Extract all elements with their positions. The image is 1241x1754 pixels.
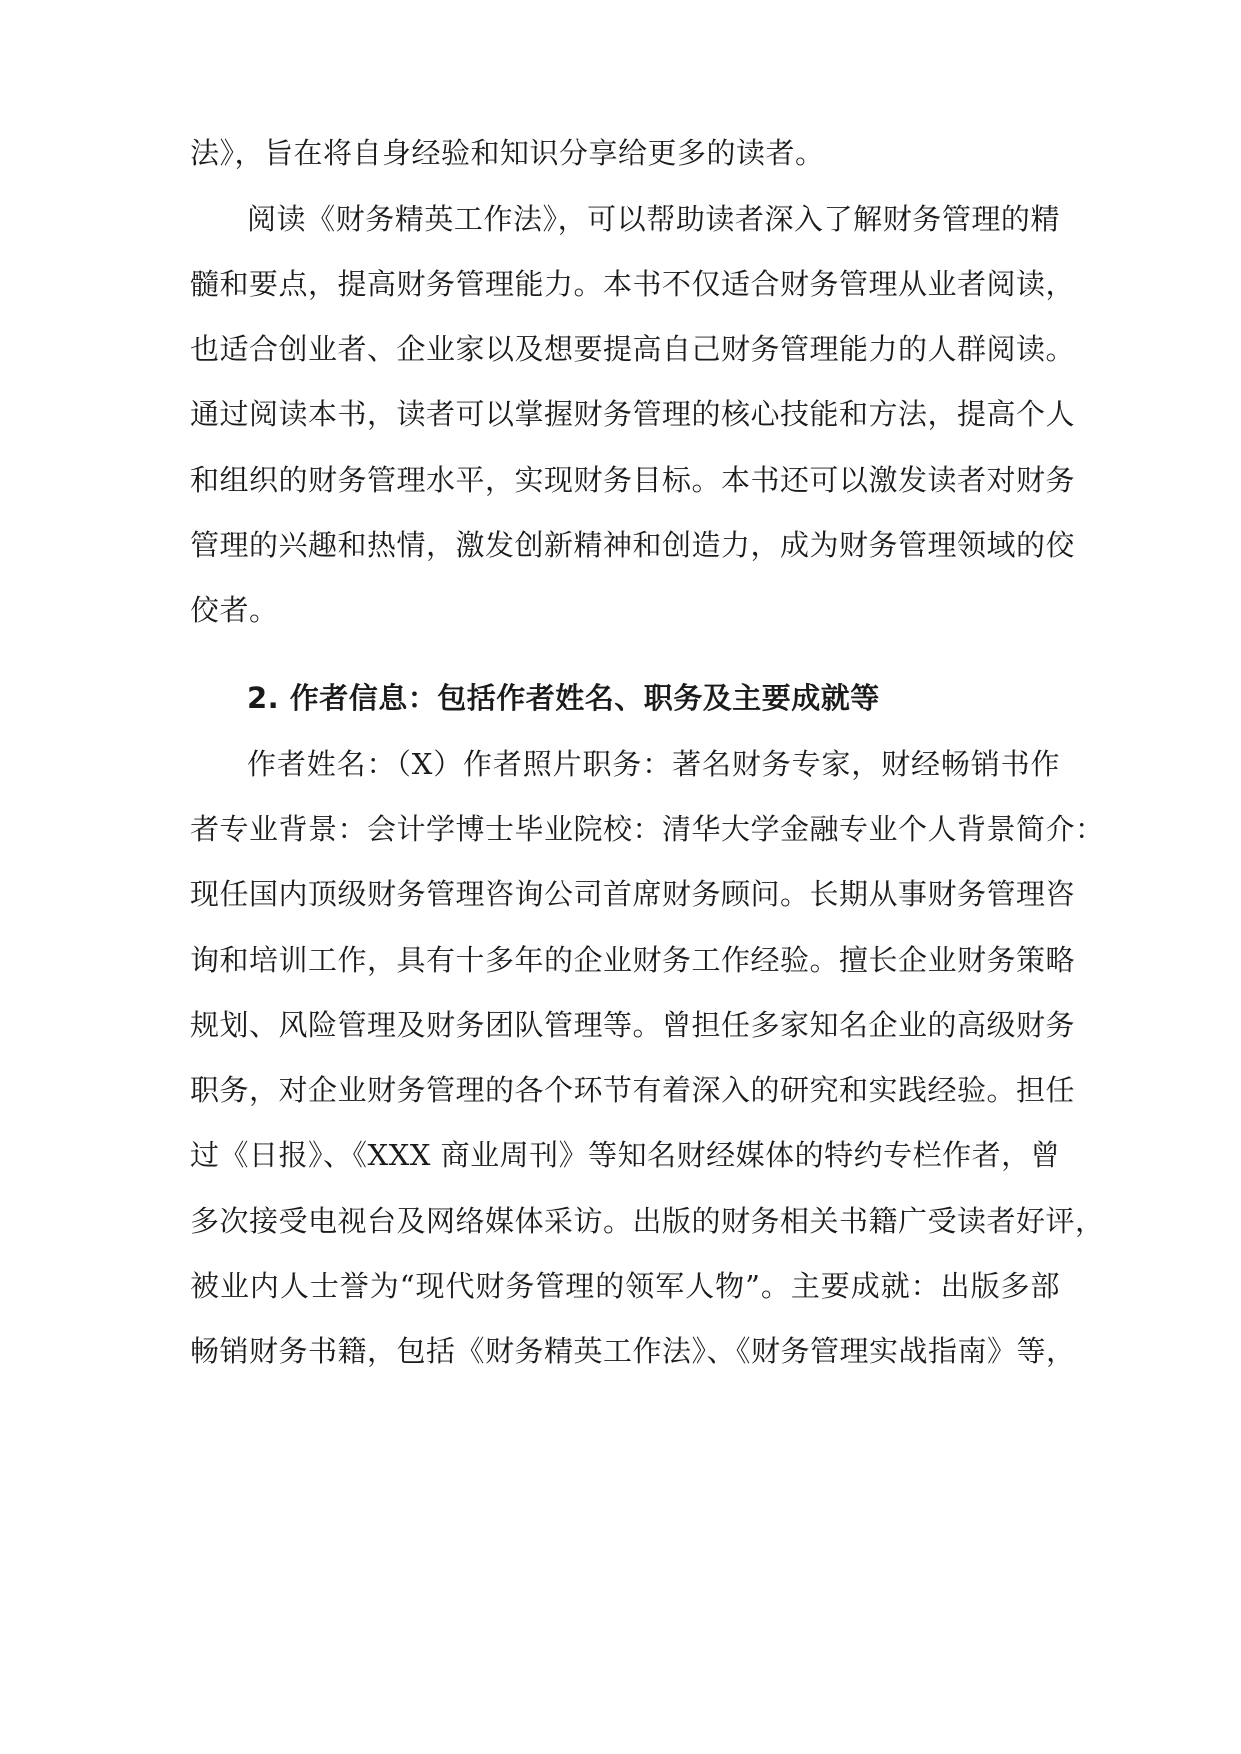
paragraph-3-line-1: 作者姓名：（X）作者照片职务：著名财务专家，财经畅销书作	[247, 747, 1060, 781]
paragraph-3-line-4: 询和培训工作，具有十多年的企业财务工作经验。擅长企业财务策略	[190, 943, 1076, 977]
paragraph-3-line-5: 规划、风险管理及财务团队管理等。曾担任多家知名企业的高级财务	[190, 1008, 1076, 1042]
paragraph-2-line-4: 通过阅读本书，读者可以掌握财务管理的核心技能和方法，提高个人	[190, 397, 1076, 431]
paragraph-2-line-2: 髓和要点，提高财务管理能力。本书不仅适合财务管理从业者阅读，	[190, 267, 1076, 301]
paragraph-3-line-9: 被业内人士誉为“现代财务管理的领军人物”。主要成就：出版多部	[190, 1269, 1060, 1303]
paragraph-2-line-6: 管理的兴趣和热情，激发创新精神和创造力，成为财务管理领域的佼	[190, 528, 1076, 562]
paragraph-3-line-10: 畅销财务书籍，包括《财务精英工作法》、《财务管理实战指南》等，	[190, 1334, 1076, 1368]
paragraph-1-line-1: 法》，旨在将自身经验和知识分享给更多的读者。	[190, 136, 825, 170]
paragraph-3-line-8: 多次接受电视台及网络媒体采访。出版的财务相关书籍广受读者好评，	[190, 1204, 1105, 1238]
paragraph-3-line-6: 职务，对企业财务管理的各个环节有着深入的研究和实践经验。担任	[190, 1073, 1076, 1107]
paragraph-2-line-3: 也适合创业者、企业家以及想要提高自己财务管理能力的人群阅读。	[190, 332, 1076, 366]
section-2-heading: 2. 作者信息：包括作者姓名、职务及主要成就等	[247, 681, 880, 715]
paragraph-3-line-2: 者专业背景：会计学博士毕业院校：清华大学金融专业个人背景简介：	[190, 812, 1105, 846]
paragraph-2-line-7: 佼者。	[190, 593, 279, 627]
paragraph-3-line-7: 过《日报》、《XXX 商业周刊》等知名财经媒体的特约专栏作者，曾	[190, 1138, 1061, 1172]
paragraph-3-line-3: 现任国内顶级财务管理咨询公司首席财务顾问。长期从事财务管理咨	[190, 877, 1076, 911]
paragraph-2-line-1: 阅读《财务精英工作法》，可以帮助读者深入了解财务管理的精	[247, 202, 1060, 236]
paragraph-2-line-5: 和组织的财务管理水平，实现财务目标。本书还可以激发读者对财务	[190, 463, 1076, 497]
